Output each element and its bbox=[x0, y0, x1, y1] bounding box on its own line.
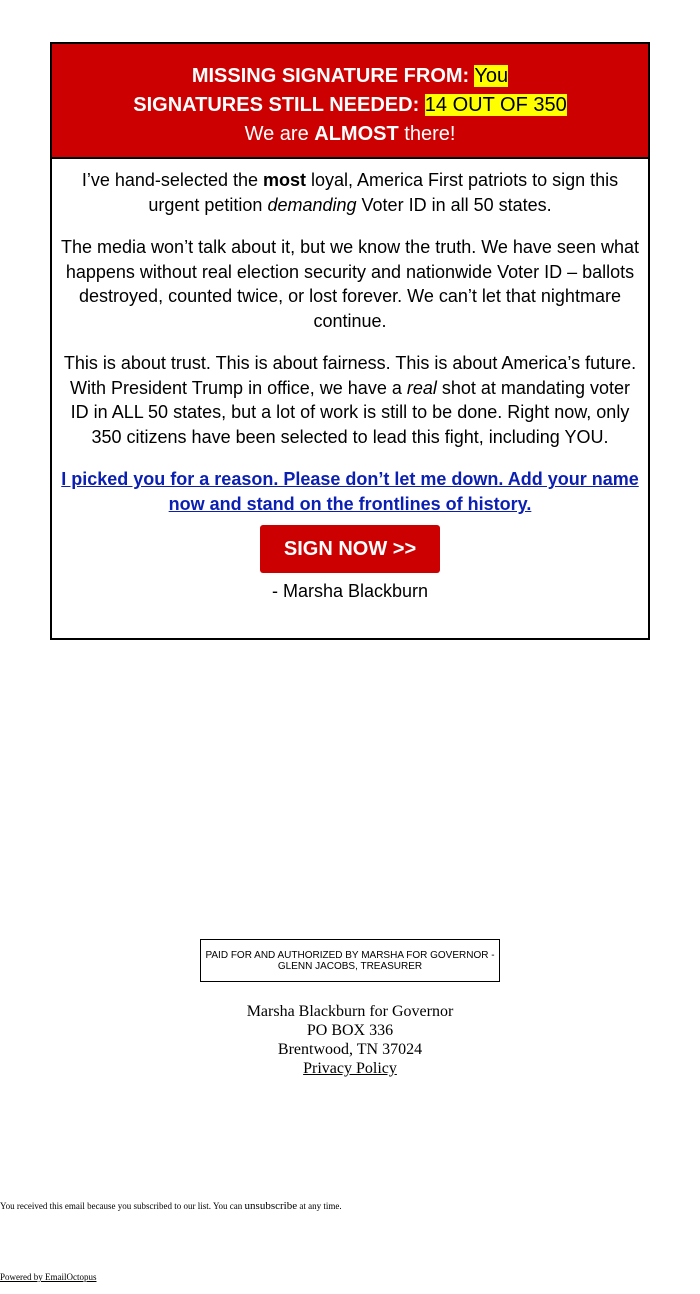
signature: - Marsha Blackburn bbox=[271, 581, 429, 601]
sign-now-button[interactable]: SIGN NOW >> bbox=[260, 525, 440, 573]
p1-italic: demanding bbox=[267, 194, 357, 215]
subscription-notice bbox=[0, 1200, 342, 1212]
missing-signature-label: MISSING SIGNATURE FROM: bbox=[191, 65, 470, 87]
p3-italic: real bbox=[406, 377, 437, 398]
almost-there-text-c: there! bbox=[398, 123, 456, 145]
city-state-zip: Brentwood, TN 37024 bbox=[277, 1041, 423, 1058]
letter-body bbox=[52, 159, 648, 602]
org-name: Marsha Blackburn for Governor bbox=[246, 1003, 454, 1020]
p1-bold: most bbox=[263, 170, 307, 190]
missing-signature-line bbox=[52, 62, 648, 91]
petition-link[interactable]: I picked you for a reason. Please don’t let me down. Add your name now and stand on the frontlines of history. bbox=[61, 469, 639, 514]
po-box: PO BOX 336 bbox=[306, 1022, 394, 1039]
paragraph-2: The media won’t talk about it, but we know the truth. We have seen what happens without real election security and nationwide Voter ID – ballots destroyed, counted twice, or lost forever. We can’t let that nightmare continue. bbox=[61, 237, 639, 331]
almost-there-text-a: We are bbox=[244, 123, 315, 145]
paragraph-1 bbox=[60, 159, 640, 217]
mailing-address bbox=[0, 1002, 700, 1078]
signatures-needed-value: 14 OUT OF 350 bbox=[424, 94, 567, 116]
signatures-needed-line bbox=[52, 91, 648, 120]
paid-for-disclaimer: PAID FOR AND AUTHORIZED BY MARSHA FOR GOVERNOR - GLENN JACOBS, TREASURER bbox=[200, 939, 500, 982]
privacy-policy-link[interactable]: Privacy Policy bbox=[303, 1060, 397, 1077]
p1-text-c: loyal, America First patriots to sign this urgent petition bbox=[148, 170, 619, 215]
paragraph-3 bbox=[60, 351, 640, 449]
p1-text-a: I’ve hand-selected the bbox=[81, 170, 263, 190]
p3-text-c: shot at mandating voter ID in ALL 50 states, but a lot of work is still to be done. Right now, only 350 citizens have been selected to lead this fight, including YOU. bbox=[70, 377, 630, 447]
notice-text-after: at any time. bbox=[297, 1201, 342, 1211]
signatures-needed-label: SIGNATURES STILL NEEDED: bbox=[133, 94, 420, 116]
p3-text-a: This is about trust. This is about fairness. This is about America’s future. With President Trump in office, we have a bbox=[63, 353, 637, 398]
petition-card bbox=[50, 42, 650, 640]
p1-text-e: Voter ID in all 50 states. bbox=[356, 194, 552, 215]
almost-there-line bbox=[52, 120, 648, 149]
powered-by-link[interactable]: Powered by EmailOctopus bbox=[0, 1272, 97, 1282]
banner bbox=[52, 44, 648, 159]
notice-text-before: You received this email because you subscribed to our list. You can bbox=[0, 1201, 245, 1211]
unsubscribe-link[interactable]: unsubscribe bbox=[244, 1200, 298, 1212]
missing-signature-value: You bbox=[474, 65, 509, 87]
almost-there-emphasis: ALMOST bbox=[314, 123, 399, 145]
